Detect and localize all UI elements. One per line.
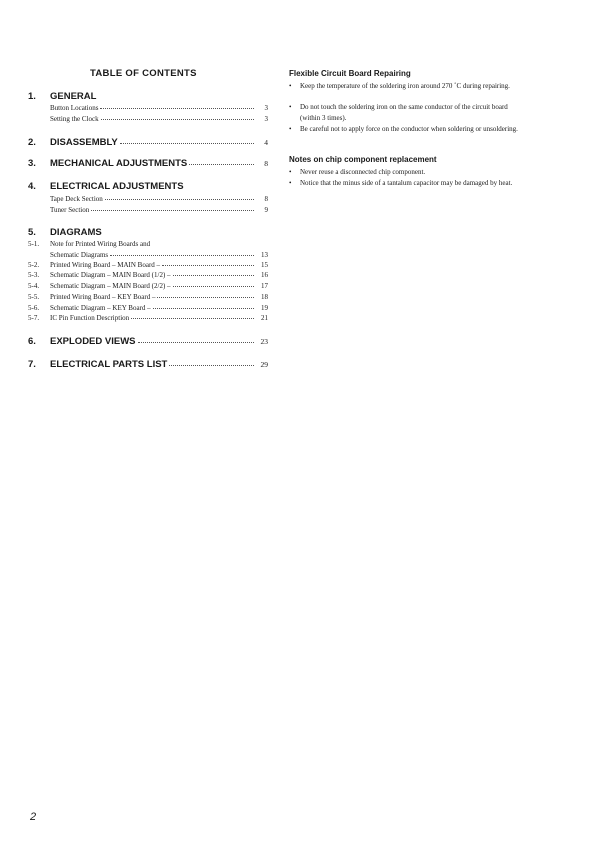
note-heading: Flexible Circuit Board Repairing xyxy=(289,69,411,78)
section-number: 5. xyxy=(28,227,36,238)
entry-page: 21 xyxy=(261,314,268,322)
entry-page: 16 xyxy=(261,271,268,279)
section-title: EXPLODED VIEWS xyxy=(50,336,136,347)
section-number: 3. xyxy=(28,158,36,169)
section-page: 23 xyxy=(260,337,268,346)
toc-entry[interactable] xyxy=(28,195,268,205)
entry-number: 5-6. xyxy=(28,304,40,312)
dot-leader xyxy=(91,210,254,211)
entry-page: 18 xyxy=(261,293,268,301)
section-page: 8 xyxy=(264,159,268,168)
toc-section-parts-list[interactable] xyxy=(28,359,268,371)
entry-page: 19 xyxy=(261,304,268,312)
entry-title: Schematic Diagram – KEY Board – xyxy=(50,304,151,312)
section-number: 2. xyxy=(28,137,36,148)
section-page: 29 xyxy=(260,360,268,369)
entry-page: 3 xyxy=(264,104,268,112)
toc-entry[interactable] xyxy=(28,104,268,114)
entry-title: Printed Wiring Board – KEY Board – xyxy=(50,293,156,301)
bullet-icon: • xyxy=(289,103,292,111)
entry-number: 5-1. xyxy=(28,240,40,248)
bullet-text: Never reuse a disconnected chip component. xyxy=(300,168,426,176)
toc-entry[interactable] xyxy=(28,115,268,125)
toc-entry[interactable] xyxy=(28,293,268,303)
note-bullet xyxy=(289,81,529,92)
entry-number: 5-2. xyxy=(28,261,40,269)
section-title: ELECTRICAL PARTS LIST xyxy=(50,359,168,370)
entry-page: 3 xyxy=(264,115,268,123)
dot-leader xyxy=(120,143,254,144)
bullet-icon: • xyxy=(289,82,292,90)
toc-title: TABLE OF CONTENTS xyxy=(90,68,197,79)
entry-number: 5-7. xyxy=(28,314,40,322)
dot-leader xyxy=(173,275,254,276)
note-bullet xyxy=(289,178,529,189)
toc-entry[interactable] xyxy=(28,206,268,216)
toc-entry[interactable] xyxy=(28,240,268,250)
toc-entry[interactable] xyxy=(28,261,268,271)
toc-entry[interactable] xyxy=(28,282,268,292)
section-number: 1. xyxy=(28,91,36,102)
section-number: 6. xyxy=(28,336,36,347)
entry-page: 9 xyxy=(264,206,268,214)
dot-leader xyxy=(169,365,254,366)
bullet-text: Do not touch the soldering iron on the same conductor of the circuit board (within 3 times). xyxy=(300,103,508,122)
dot-leader xyxy=(110,255,254,256)
dot-leader xyxy=(100,108,254,109)
toc-section-diagrams[interactable] xyxy=(28,227,268,239)
entry-title: Tape Deck Section xyxy=(50,195,103,203)
toc-entry[interactable] xyxy=(28,271,268,281)
bullet-icon: • xyxy=(289,125,292,133)
dot-leader xyxy=(153,308,254,309)
entry-number: 5-5. xyxy=(28,293,40,301)
dot-leader xyxy=(173,286,254,287)
dot-leader xyxy=(189,164,254,165)
entry-title: Tuner Section xyxy=(50,206,90,214)
dot-leader xyxy=(101,119,254,120)
entry-title: Printed Wiring Board – MAIN Board – xyxy=(50,261,161,269)
entry-title: Schematic Diagram – MAIN Board (2/2) – xyxy=(50,282,171,290)
toc-section-disassembly[interactable] xyxy=(28,137,268,149)
page-number: 2 xyxy=(30,811,37,823)
entry-number: 5-3. xyxy=(28,271,40,279)
bullet-icon: • xyxy=(289,179,292,187)
entry-page: 15 xyxy=(261,261,268,269)
toc-entry[interactable] xyxy=(28,251,268,261)
toc-section-general[interactable] xyxy=(28,91,268,103)
section-title: GENERAL xyxy=(50,91,97,102)
section-title: DIAGRAMS xyxy=(50,227,102,238)
toc-section-mechanical[interactable] xyxy=(28,158,268,170)
dot-leader xyxy=(131,318,254,319)
entry-page: 13 xyxy=(261,251,268,259)
note-bullet xyxy=(289,124,529,135)
entry-title: Setting the Clock xyxy=(50,115,99,123)
entry-title: Schematic Diagrams xyxy=(50,251,109,259)
entry-number: 5-4. xyxy=(28,282,40,290)
section-number: 4. xyxy=(28,181,36,192)
note-bullet xyxy=(289,167,529,178)
toc-entry[interactable] xyxy=(28,304,268,314)
bullet-text: Be careful not to apply force on the conductor when soldering or unsoldering. xyxy=(300,125,518,133)
toc-section-exploded-views[interactable] xyxy=(28,336,268,348)
dot-leader xyxy=(105,199,254,200)
entry-title: IC Pin Function Description xyxy=(50,314,130,322)
bullet-text: Notice that the minus side of a tantalum capacitor may be damaged by heat. xyxy=(300,179,513,187)
entry-page: 17 xyxy=(261,282,268,290)
section-title: DISASSEMBLY xyxy=(50,137,118,148)
section-title: MECHANICAL ADJUSTMENTS xyxy=(50,158,188,169)
dot-leader xyxy=(162,265,254,266)
bullet-icon: • xyxy=(289,168,292,176)
section-title: ELECTRICAL ADJUSTMENTS xyxy=(50,181,184,192)
dot-leader xyxy=(157,297,254,298)
entry-title: Button Locations xyxy=(50,104,99,112)
toc-section-electrical[interactable] xyxy=(28,181,268,193)
entry-title: Note for Printed Wiring Boards and xyxy=(50,240,151,248)
entry-title: Schematic Diagram – MAIN Board (1/2) – xyxy=(50,271,171,279)
toc-entry[interactable] xyxy=(28,314,268,324)
section-number: 7. xyxy=(28,359,36,370)
dot-leader xyxy=(138,342,254,343)
section-page: 4 xyxy=(264,138,268,147)
note-bullet xyxy=(289,102,529,123)
entry-page: 8 xyxy=(264,195,268,203)
bullet-text: Keep the temperature of the soldering iron around 270 ˚C during repairing. xyxy=(300,82,510,90)
note-heading: Notes on chip component replacement xyxy=(289,155,437,164)
